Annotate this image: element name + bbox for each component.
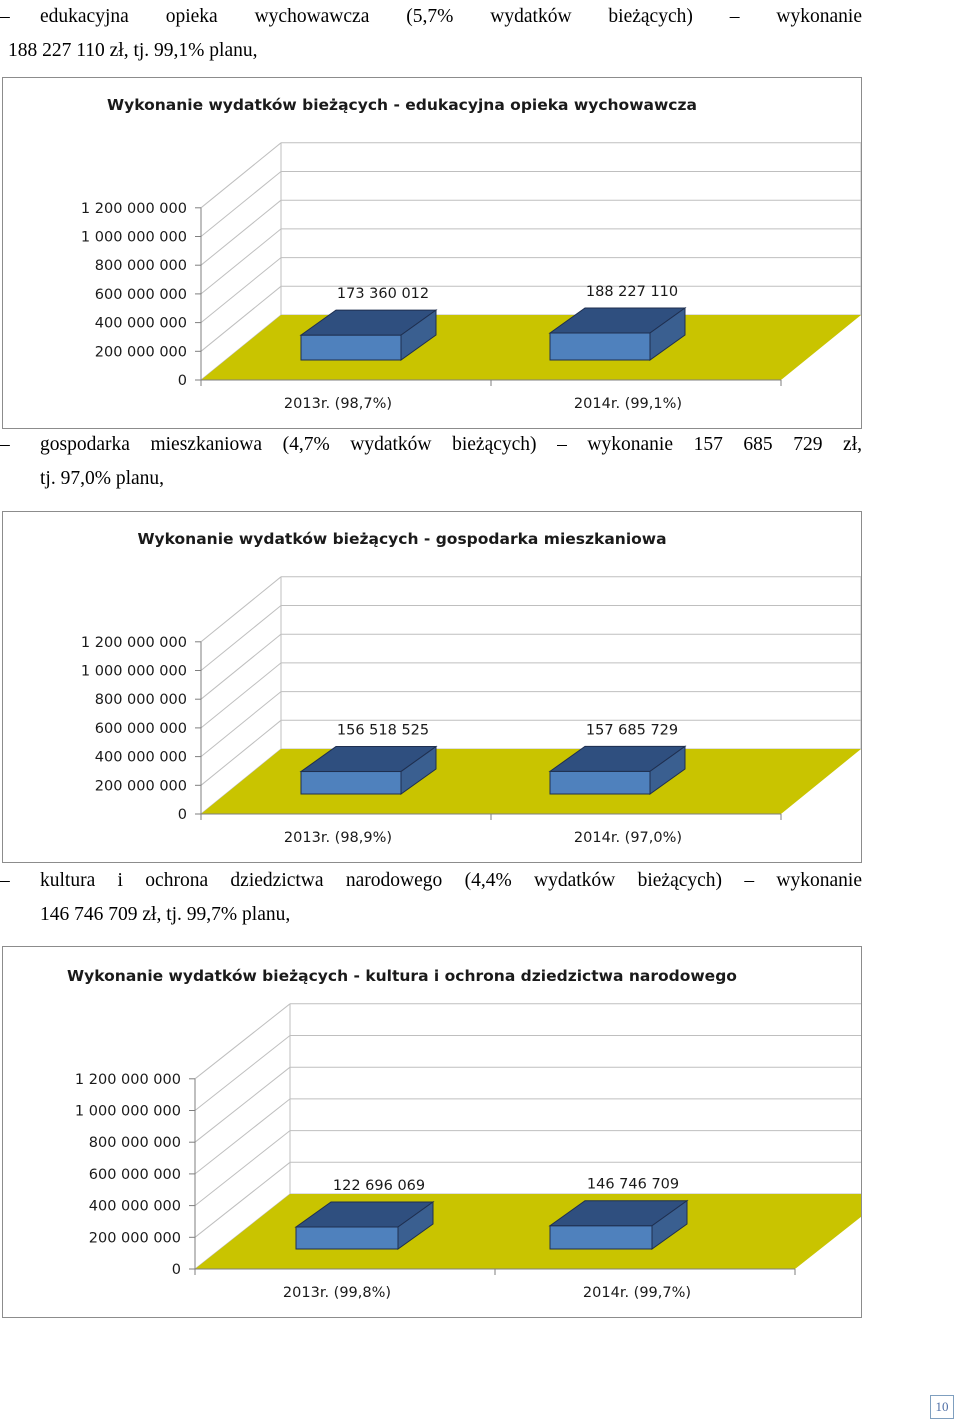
y-tick-label: 0 — [171, 1262, 181, 1278]
gridline-diagonal — [201, 577, 281, 642]
data-label: 173 360 012 — [336, 286, 430, 303]
list-item-text-line2: 188 227 110 zł, tj. 99,1% planu, — [8, 40, 258, 61]
chart-floor — [201, 315, 861, 380]
y-tick-label: 1 200 000 000 — [74, 1071, 181, 1088]
chart-floor — [201, 749, 861, 814]
gridline-diagonal — [201, 172, 281, 237]
page-number: 10 — [930, 1395, 954, 1419]
gridline-diagonal — [201, 606, 281, 671]
x-tick-label: 2014r. (97,0%) — [573, 830, 683, 846]
y-tick-label: 200 000 000 — [94, 778, 187, 795]
y-tick-label: 0 — [177, 373, 187, 389]
chart-svg — [3, 78, 861, 428]
list-item-kultura — [0, 864, 862, 932]
x-tick-label: 2013r. (98,7%) — [283, 396, 393, 412]
data-label: 122 696 069 — [332, 1178, 426, 1194]
y-tick-label: 800 000 000 — [94, 692, 187, 709]
y-tick-label: 600 000 000 — [88, 1166, 181, 1183]
y-tick-label: 1 200 000 000 — [80, 200, 187, 217]
y-tick-label: 200 000 000 — [94, 344, 187, 361]
list-item-text-line1: kultura i ochrona dziedzictwa narodowego (4,4% wydatków bieżących) – wykonanie — [40, 870, 862, 891]
gridline-diagonal — [195, 1131, 290, 1206]
y-tick-label: 600 000 000 — [94, 286, 187, 303]
y-tick-label: 800 000 000 — [88, 1135, 181, 1152]
gridline-diagonal — [201, 258, 281, 323]
x-tick-label: 2014r. (99,1%) — [573, 396, 683, 412]
chart-edukacyjna-opieka — [2, 77, 862, 429]
chart-title: Wykonanie wydatków bieżących - gospodarka mieszkaniowa — [137, 530, 667, 548]
y-tick-label: 200 000 000 — [88, 1230, 181, 1247]
y-tick-label: 400 000 000 — [94, 749, 187, 766]
y-tick-label: 400 000 000 — [88, 1198, 181, 1215]
data-label: 188 227 110 — [585, 283, 679, 300]
gridline-diagonal — [201, 663, 281, 728]
data-label: 157 685 729 — [585, 722, 679, 739]
list-item-text-line2: tj. 97,0% planu, — [40, 468, 165, 489]
y-tick-label: 1 000 000 000 — [80, 229, 187, 246]
chart-floor — [195, 1194, 861, 1269]
chart-gospodarka-mieszkaniowa — [2, 511, 862, 863]
x-tick-label: 2014r. (99,7%) — [582, 1285, 692, 1301]
gridline-diagonal — [201, 692, 281, 757]
list-dash: – — [0, 434, 10, 455]
x-tick-label: 2013r. (98,9%) — [283, 830, 393, 846]
list-item-text-line2: 146 746 709 zł, tj. 99,7% planu, — [40, 904, 291, 925]
bar-front — [301, 335, 401, 360]
bar-front — [550, 771, 650, 794]
data-label: 156 518 525 — [336, 722, 430, 739]
chart-title: Wykonanie wydatków bieżących - edukacyjna opieka wychowawcza — [107, 96, 697, 114]
gridline-diagonal — [195, 1004, 290, 1079]
x-tick-label: 2013r. (99,8%) — [282, 1285, 392, 1301]
y-tick-label: 1 000 000 000 — [80, 663, 187, 680]
bar-front — [296, 1227, 398, 1249]
list-item-edukacyjna — [0, 0, 862, 68]
y-tick-label: 800 000 000 — [94, 258, 187, 275]
chart-svg — [3, 512, 861, 862]
list-dash: – — [0, 6, 10, 27]
gridline-diagonal — [201, 229, 281, 294]
list-item-gospodarka — [0, 428, 862, 496]
gridline-diagonal — [195, 1036, 290, 1111]
list-dash: – — [0, 870, 10, 891]
bar-front — [301, 772, 401, 794]
y-tick-label: 1 000 000 000 — [74, 1103, 181, 1120]
data-label: 146 746 709 — [586, 1176, 680, 1193]
y-tick-label: 600 000 000 — [94, 720, 187, 737]
gridline-diagonal — [201, 634, 281, 699]
gridline-diagonal — [195, 1099, 290, 1174]
list-item-text-line1: gospodarka mieszkaniowa (4,7% wydatków bieżących) – wykonanie 157 685 729 zł, — [40, 434, 862, 455]
chart-title: Wykonanie wydatków bieżących - kultura i ochrona dziedzictwa narodowego — [67, 967, 737, 985]
gridline-diagonal — [201, 143, 281, 208]
chart-kultura-ochrona — [2, 946, 862, 1318]
bar-front — [550, 333, 650, 360]
y-tick-label: 1 200 000 000 — [80, 634, 187, 651]
y-tick-label: 0 — [177, 807, 187, 823]
chart-svg — [3, 947, 861, 1317]
gridline-diagonal — [201, 200, 281, 265]
bar-front — [550, 1226, 652, 1249]
gridline-diagonal — [195, 1067, 290, 1142]
list-item-text-line1: edukacyjna opieka wychowawcza (5,7% wydatków bieżących) – wykonanie — [40, 6, 862, 27]
y-tick-label: 400 000 000 — [94, 315, 187, 332]
